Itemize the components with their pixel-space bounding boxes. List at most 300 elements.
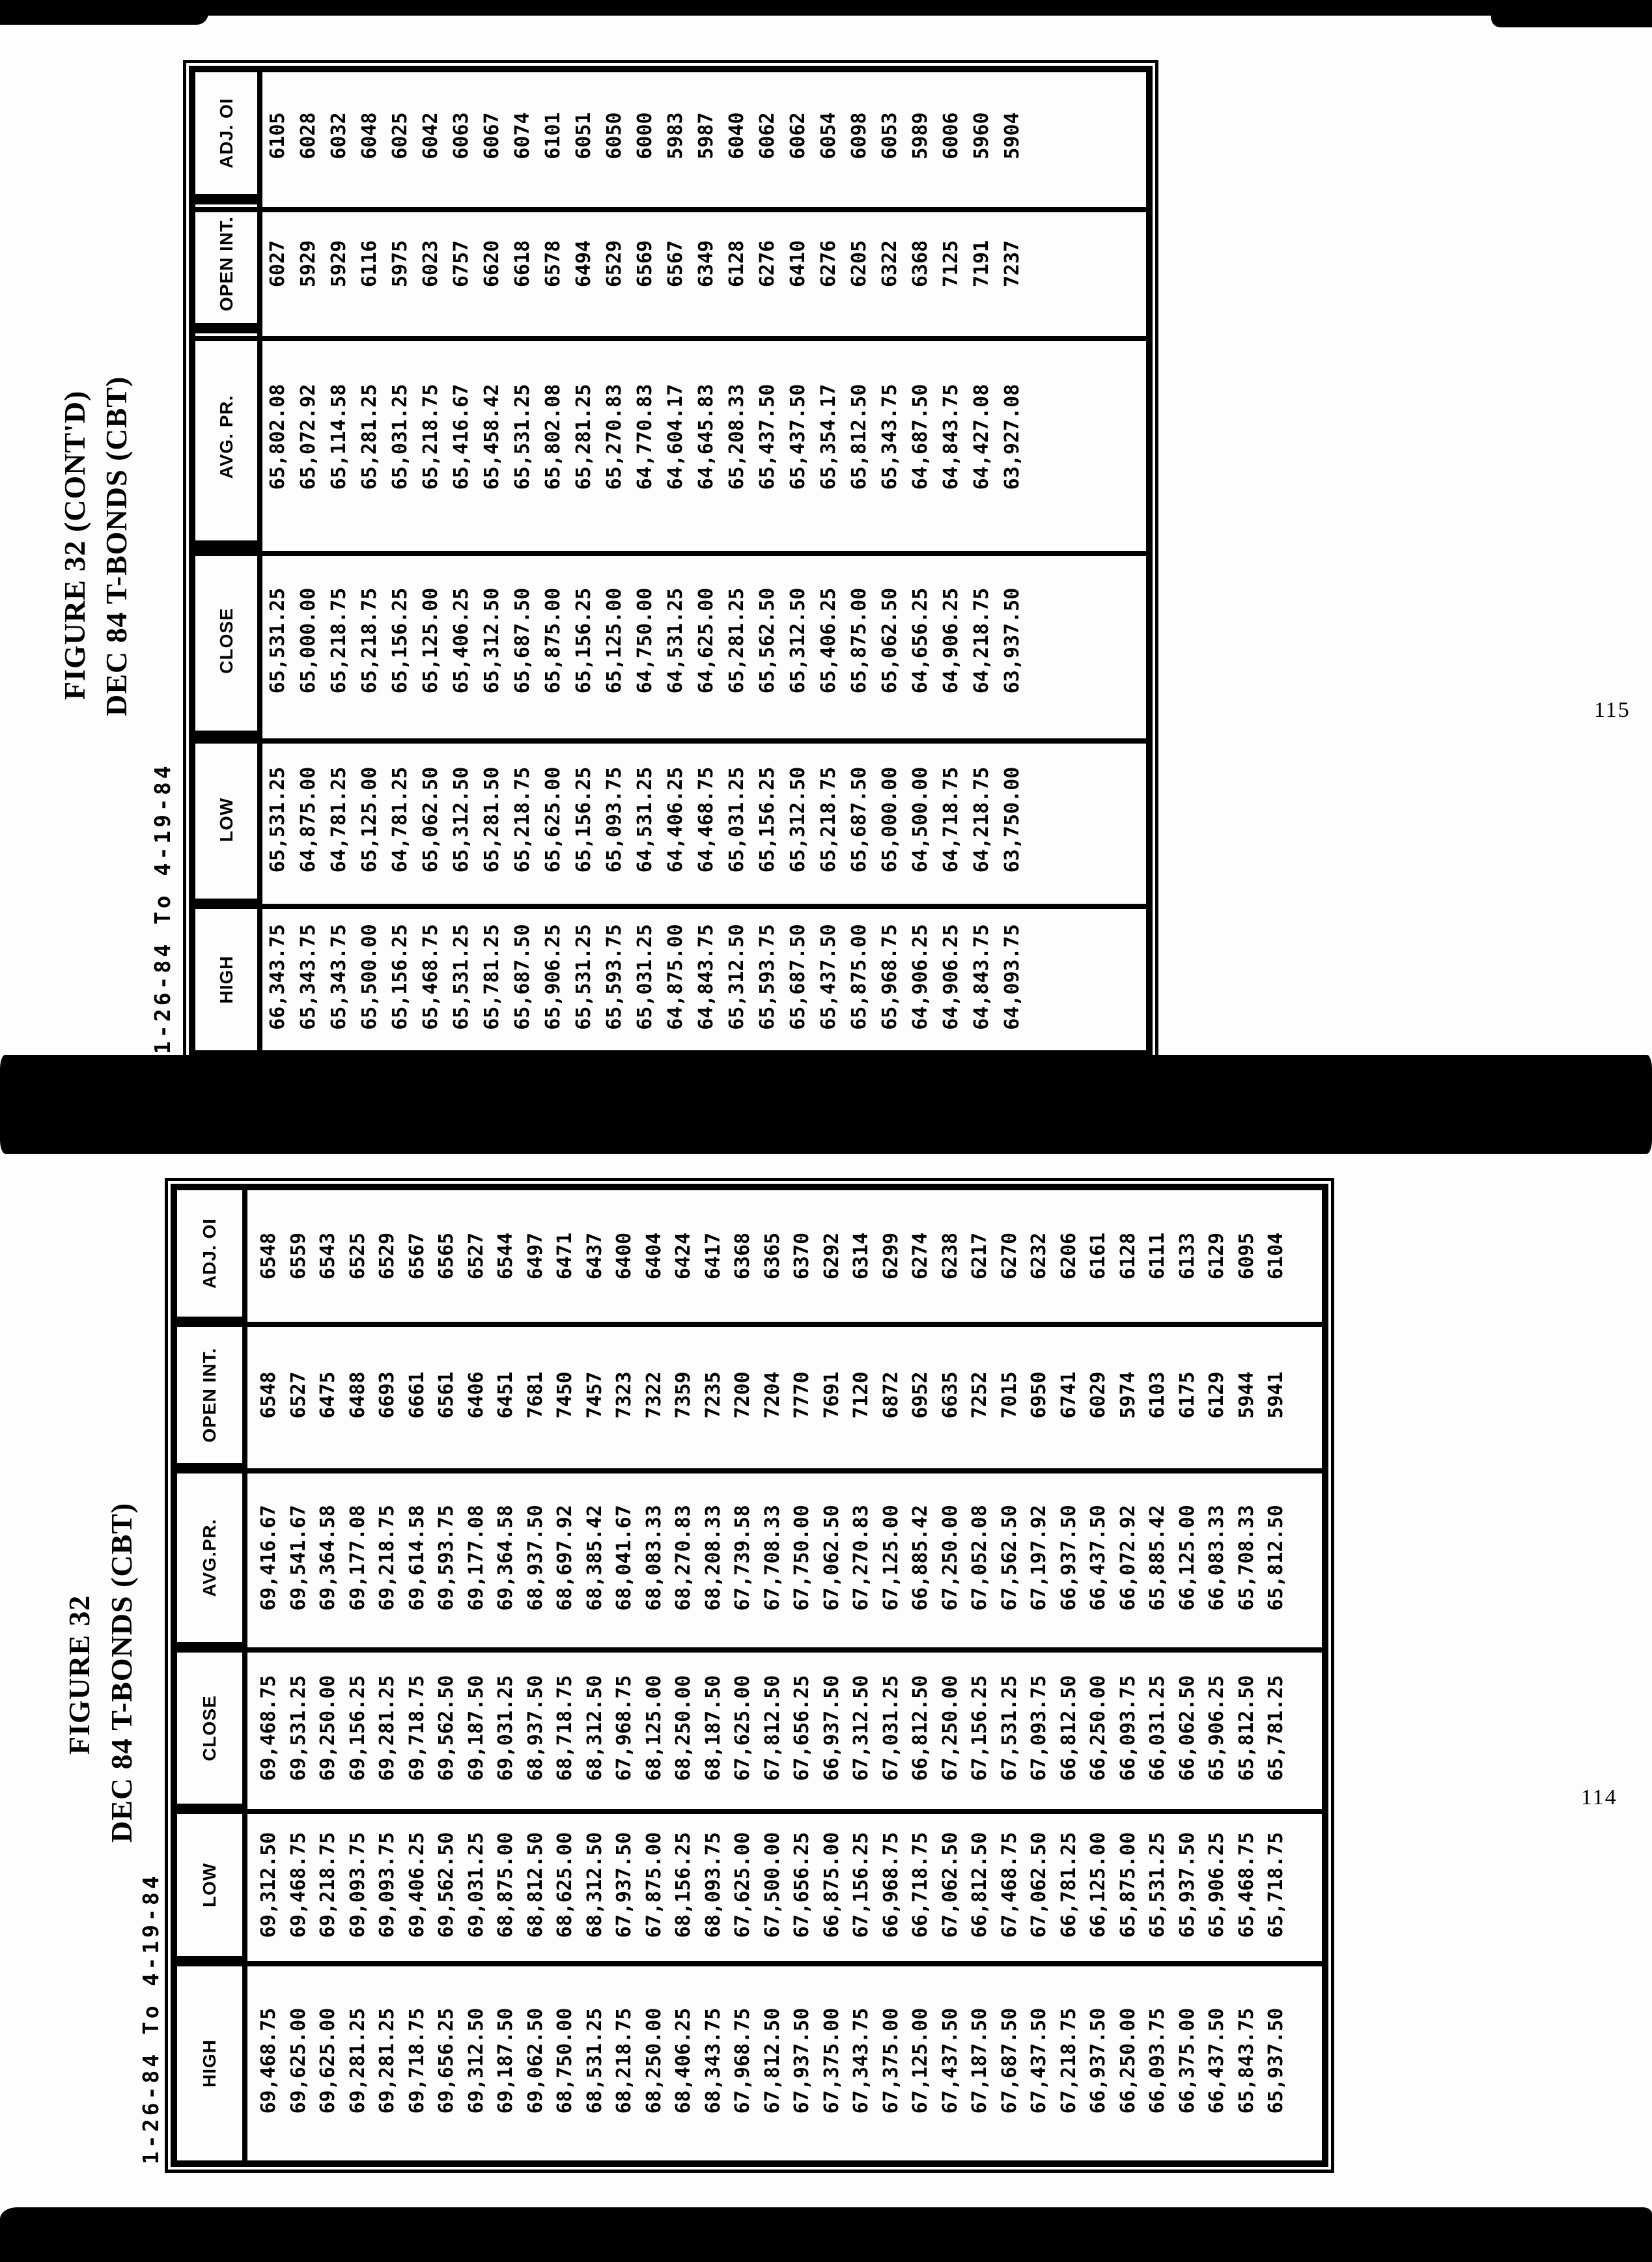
- cell: 5975: [389, 240, 412, 288]
- cell: 65,218.75: [511, 766, 534, 873]
- cell: 68,208.33: [701, 1505, 725, 1611]
- column-header-low: LOW: [177, 1809, 247, 1961]
- cell: 6314: [850, 1232, 873, 1280]
- table-row: [262, 72, 293, 1050]
- cell: 69,218.75: [376, 1505, 399, 1611]
- cell: 66,812.50: [909, 1675, 932, 1781]
- cell: 65,000.00: [297, 587, 320, 694]
- table-row: [787, 1190, 817, 2160]
- cell: 64,843.75: [695, 924, 718, 1030]
- cell: 65,812.50: [1265, 1505, 1288, 1611]
- table-row: [372, 1190, 402, 2160]
- cell: 65,343.75: [878, 384, 901, 490]
- cell: 65,270.83: [603, 384, 626, 490]
- table-row: [691, 72, 721, 1050]
- table-row: [415, 72, 446, 1050]
- cell: 69,187.50: [494, 2007, 518, 2114]
- cell: 69,531.25: [287, 1675, 310, 1781]
- cell: 67,270.83: [850, 1505, 873, 1611]
- table-row: [1054, 1190, 1084, 2160]
- cell: 65,802.08: [542, 384, 565, 490]
- cell: 65,458.42: [481, 384, 503, 490]
- cell: 67,375.00: [820, 2007, 843, 2114]
- cell: 63,927.08: [1001, 384, 1024, 490]
- cell: 68,312.50: [583, 1675, 606, 1781]
- figure-title-line1-p115: FIGURE 32 (CONT'D): [58, 390, 91, 700]
- cell: 6006: [940, 112, 962, 160]
- cell: 63,750.00: [1001, 766, 1024, 873]
- cell: 64,645.83: [695, 384, 718, 490]
- cell: 65,885.42: [1146, 1505, 1169, 1611]
- cell: 5987: [695, 112, 718, 160]
- cell: 6042: [419, 112, 442, 160]
- cell: 68,343.75: [701, 2007, 725, 2114]
- cell: 66,781.25: [1057, 1832, 1080, 1938]
- cell: 68,083.33: [642, 1505, 665, 1611]
- cell: 68,531.25: [583, 2007, 606, 2114]
- table-row: [847, 1190, 876, 2160]
- cell: 67,375.00: [879, 2007, 903, 2114]
- cell: 65,437.50: [817, 924, 840, 1030]
- cell: 65,531.25: [266, 587, 289, 694]
- cell: 69,718.75: [405, 2007, 428, 2114]
- table-row: [1173, 1190, 1203, 2160]
- cell: 6051: [572, 112, 595, 160]
- cell: 7681: [524, 1371, 547, 1419]
- cell: 67,812.50: [761, 2007, 784, 2114]
- cell: 68,218.75: [613, 2007, 636, 2114]
- cell: 6410: [787, 240, 809, 288]
- cell: 66,031.25: [1146, 1675, 1169, 1781]
- table-row: [477, 72, 507, 1050]
- cell: 6693: [376, 1371, 399, 1419]
- cell: 6548: [257, 1232, 281, 1280]
- cell: 6368: [731, 1232, 755, 1280]
- cell: 65,968.75: [878, 924, 901, 1030]
- cell: 7323: [613, 1371, 636, 1419]
- cell: 6565: [435, 1232, 458, 1280]
- cell: 6028: [297, 112, 320, 160]
- table-row: [758, 1190, 788, 2160]
- cell: 69,312.50: [464, 2007, 488, 2114]
- cell: 68,270.83: [672, 1505, 695, 1611]
- cell: 68,187.50: [701, 1675, 725, 1781]
- cell: 6040: [725, 112, 748, 160]
- table-body: [254, 1190, 1291, 2160]
- cell: 6161: [1087, 1232, 1110, 1280]
- cell: 7252: [968, 1371, 992, 1419]
- cell: 6205: [848, 240, 871, 288]
- cell: 6349: [695, 240, 718, 288]
- cell: 66,968.75: [879, 1832, 903, 1938]
- cell: 69,468.75: [287, 1832, 310, 1938]
- cell: 6527: [464, 1232, 488, 1280]
- cell: 6370: [791, 1232, 814, 1280]
- cell: 5941: [1265, 1371, 1288, 1419]
- cell: 65,687.50: [787, 924, 809, 1030]
- cell: 69,031.25: [494, 1675, 518, 1781]
- cell: 68,625.00: [553, 1832, 577, 1938]
- cell: 67,656.25: [791, 1675, 814, 1781]
- cell: 65,125.00: [358, 766, 381, 873]
- table-row: [660, 72, 691, 1050]
- cell: 6023: [419, 240, 442, 288]
- cell: 69,093.75: [376, 1832, 399, 1938]
- scan-edge-top-left: [0, 0, 208, 25]
- page-number-115: 115: [1594, 698, 1631, 722]
- table-row: [324, 72, 354, 1050]
- cell: 65,062.50: [878, 587, 901, 694]
- cell: 64,750.00: [634, 587, 656, 694]
- figure-title-line1-p114: FIGURE 32: [63, 1595, 96, 1755]
- cell: 66,437.50: [1087, 1505, 1110, 1611]
- cell: 65,687.50: [511, 924, 534, 1030]
- cell: 6067: [481, 112, 503, 160]
- cell: 65,593.75: [756, 924, 779, 1030]
- cell: 64,093.75: [1001, 924, 1024, 1030]
- cell: 69,031.25: [464, 1832, 488, 1938]
- cell: 6217: [968, 1232, 992, 1280]
- cell: 64,604.17: [664, 384, 687, 490]
- cell: 6032: [328, 112, 350, 160]
- cell: 6620: [481, 240, 503, 288]
- cell: 64,875.00: [664, 924, 687, 1030]
- cell: 6406: [464, 1371, 488, 1419]
- table-frame: [171, 1184, 1328, 2167]
- cell: 65,531.25: [1146, 1832, 1169, 1938]
- cell: 66,937.50: [1057, 1505, 1080, 1611]
- cell: 65,218.75: [419, 384, 442, 490]
- cell: 65,312.50: [725, 924, 748, 1030]
- cell: 65,281.50: [481, 766, 503, 873]
- cell: 6872: [879, 1371, 903, 1419]
- cell: 67,750.00: [791, 1505, 814, 1611]
- cell: 6400: [613, 1232, 636, 1280]
- cell: 5904: [1001, 112, 1024, 160]
- cell: 66,937.50: [1087, 2007, 1110, 2114]
- cell: 68,406.25: [672, 2007, 695, 2114]
- cell: 65,718.75: [1265, 1832, 1288, 1938]
- cell: 6048: [358, 112, 381, 160]
- table-figure32: [138, 977, 1288, 2168]
- cell: 66,343.75: [266, 924, 289, 1030]
- cell: 6129: [1205, 1371, 1229, 1419]
- page-number-114: 114: [1581, 1785, 1617, 1809]
- cell: 69,177.08: [464, 1505, 488, 1611]
- cell: 66,812.50: [968, 1832, 992, 1938]
- cell: 65,354.17: [817, 384, 840, 490]
- table-row: [699, 1190, 729, 2160]
- cell: 65,500.00: [358, 924, 381, 1030]
- cell: 65,062.50: [419, 766, 442, 873]
- cell: 65,781.25: [481, 924, 503, 1030]
- cell: 68,250.00: [672, 1675, 695, 1781]
- table-row: [507, 72, 538, 1050]
- cell: 6129: [1205, 1232, 1229, 1280]
- cell: 64,781.25: [328, 766, 350, 873]
- cell: 63,937.50: [1001, 587, 1024, 694]
- cell: 65,781.25: [1265, 1675, 1288, 1781]
- cell: 7235: [701, 1371, 725, 1419]
- cell: 6661: [405, 1371, 428, 1419]
- cell: 67,468.75: [998, 1832, 1021, 1938]
- cell: 7450: [553, 1371, 577, 1419]
- cell: 6497: [524, 1232, 547, 1280]
- cell: 6437: [583, 1232, 606, 1280]
- cell: 69,541.67: [287, 1505, 310, 1611]
- cell: 67,708.33: [761, 1505, 784, 1611]
- cell: 67,739.58: [731, 1505, 755, 1611]
- cell: 6000: [634, 112, 656, 160]
- table-row: [284, 1190, 314, 2160]
- cell: 67,156.25: [968, 1675, 992, 1781]
- cell: 64,500.00: [909, 766, 932, 873]
- table-row: [817, 1190, 847, 2160]
- cell: 64,718.75: [940, 766, 962, 873]
- table-row: [844, 72, 875, 1050]
- cell: 64,843.75: [970, 924, 993, 1030]
- cell: 67,125.00: [879, 1505, 903, 1611]
- cell: 69,281.25: [346, 2007, 369, 2114]
- table-row: [313, 1190, 343, 2160]
- table-row: [609, 1190, 639, 2160]
- cell: 5983: [664, 112, 687, 160]
- cell: 65,156.25: [389, 587, 412, 694]
- cell: 64,843.75: [940, 384, 962, 490]
- cell: 6029: [1087, 1371, 1110, 1419]
- cell: 65,031.25: [634, 924, 656, 1030]
- date-range-label-p115: 1-26-84 To 4-19-84: [150, 762, 175, 1054]
- cell: 6322: [878, 240, 901, 288]
- cell: 67,031.25: [879, 1675, 903, 1781]
- cell: 65,875.00: [542, 587, 565, 694]
- cell: 67,156.25: [850, 1832, 873, 1938]
- table-row: [354, 72, 385, 1050]
- cell: 64,531.25: [634, 766, 656, 873]
- table-row: [599, 72, 630, 1050]
- column-header-high: HIGH: [195, 904, 262, 1050]
- cell: 65,468.75: [419, 924, 442, 1030]
- cell: 6543: [316, 1232, 340, 1280]
- cell: 68,875.00: [494, 1832, 518, 1938]
- cell: 6098: [848, 112, 871, 160]
- cell: 7125: [940, 240, 962, 288]
- cell: 68,697.92: [553, 1505, 577, 1611]
- cell: 65,312.50: [450, 766, 473, 873]
- cell: 69,093.75: [346, 1832, 369, 1938]
- cell: 69,562.50: [435, 1675, 458, 1781]
- cell: 6741: [1057, 1371, 1080, 1419]
- cell: 65,687.50: [848, 766, 871, 873]
- cell: 66,250.00: [1087, 1675, 1110, 1781]
- cell: 66,083.33: [1205, 1505, 1229, 1611]
- cell: 6561: [435, 1371, 458, 1419]
- table-row: [1143, 1190, 1173, 2160]
- cell: 6116: [358, 240, 381, 288]
- table-row: [402, 1190, 432, 2160]
- cell: 66,812.50: [1057, 1675, 1080, 1781]
- cell: 65,114.58: [328, 384, 350, 490]
- cell: 65,125.00: [419, 587, 442, 694]
- cell: 68,125.00: [642, 1675, 665, 1781]
- table-row: [936, 1190, 966, 2160]
- table-header-row: [195, 72, 262, 1050]
- cell: 67,250.00: [938, 1505, 962, 1611]
- cell: 5944: [1235, 1371, 1258, 1419]
- cell: 6206: [1057, 1232, 1080, 1280]
- table-row: [905, 72, 936, 1050]
- cell: 67,625.00: [731, 1675, 755, 1781]
- column-header-adj-oi: ADJ. OI: [177, 1190, 247, 1322]
- cell: 64,406.25: [664, 766, 687, 873]
- cell: 65,906.25: [1205, 1832, 1229, 1938]
- cell: 65,218.75: [817, 766, 840, 873]
- cell: 5929: [328, 240, 350, 288]
- cell: 65,708.33: [1235, 1505, 1258, 1611]
- cell: 64,625.00: [695, 587, 718, 694]
- cell: 68,812.50: [524, 1832, 547, 1938]
- cell: 6529: [603, 240, 626, 288]
- cell: 68,312.50: [583, 1832, 606, 1938]
- cell: 7204: [761, 1371, 784, 1419]
- table-row: [813, 72, 844, 1050]
- column-header-open-int-: OPEN INT.: [195, 199, 262, 328]
- cell: 66,437.50: [1205, 2007, 1229, 2114]
- cell: 66,937.50: [820, 1675, 843, 1781]
- cell: 68,937.50: [524, 1505, 547, 1611]
- cell: 7770: [791, 1371, 814, 1419]
- table-row: [550, 1190, 580, 2160]
- cell: 68,750.00: [553, 2007, 577, 2114]
- cell: 6527: [287, 1371, 310, 1419]
- table-row: [721, 72, 752, 1050]
- cell: 65,802.08: [266, 384, 289, 490]
- cell: 67,062.50: [1028, 1832, 1051, 1938]
- cell: 6111: [1146, 1232, 1169, 1280]
- cell: 6105: [266, 112, 289, 160]
- table-row: [580, 1190, 610, 2160]
- cell: 69,562.50: [435, 1832, 458, 1938]
- cell: 66,072.92: [1116, 1505, 1140, 1611]
- column-header-close: CLOSE: [195, 546, 262, 736]
- cell: 6238: [938, 1232, 962, 1280]
- cell: 66,125.00: [1175, 1505, 1199, 1611]
- cell: 67,197.92: [1028, 1505, 1051, 1611]
- cell: 6475: [316, 1371, 340, 1419]
- cell: 66,093.75: [1146, 2007, 1169, 2114]
- cell: 6062: [787, 112, 809, 160]
- cell: 69,718.75: [405, 1675, 428, 1781]
- table-row: [568, 72, 599, 1050]
- cell: 6424: [672, 1232, 695, 1280]
- cell: 69,312.50: [257, 1832, 281, 1938]
- cell: 6274: [909, 1232, 932, 1280]
- cell: 64,687.50: [909, 384, 932, 490]
- cell: 67,125.00: [909, 2007, 932, 2114]
- table-figure32-contd: [150, 52, 1146, 1058]
- cell: 6175: [1175, 1371, 1199, 1419]
- cell: 67,093.75: [1028, 1675, 1051, 1781]
- cell: 65,312.50: [481, 587, 503, 694]
- cell: 64,656.25: [909, 587, 932, 694]
- table-row: [293, 72, 324, 1050]
- table-row: [965, 1190, 995, 2160]
- cell: 65,218.75: [358, 587, 381, 694]
- cell: 69,187.50: [464, 1675, 488, 1781]
- table-frame: [189, 66, 1153, 1057]
- table-row: [462, 1190, 492, 2160]
- cell: 64,770.83: [634, 384, 656, 490]
- cell: 65,937.50: [1265, 2007, 1288, 2114]
- column-header-avg-pr-: AVG.PR.: [177, 1468, 247, 1647]
- table-row: [997, 72, 1028, 1050]
- cell: 6054: [817, 112, 840, 160]
- cell: 64,218.75: [970, 587, 993, 694]
- cell: 67,968.75: [731, 2007, 755, 2114]
- cell: 6471: [553, 1232, 577, 1280]
- cell: 67,062.50: [938, 1832, 962, 1938]
- table-row: [728, 1190, 758, 2160]
- cell: 65,875.00: [1116, 1832, 1140, 1938]
- cell: 69,656.25: [435, 2007, 458, 2114]
- cell: 68,250.00: [642, 2007, 665, 2114]
- cell: 65,093.75: [603, 766, 626, 873]
- cell: 68,937.50: [524, 1675, 547, 1781]
- cell: 65,812.50: [1235, 1675, 1258, 1781]
- table-row: [1084, 1190, 1113, 2160]
- cell: 6567: [664, 240, 687, 288]
- table-row: [783, 72, 813, 1050]
- cell: 7359: [672, 1371, 695, 1419]
- table-row: [385, 72, 415, 1050]
- table-row: [254, 1190, 284, 2160]
- cell: 65,343.75: [297, 924, 320, 1030]
- cell: 69,406.25: [405, 1832, 428, 1938]
- table-row: [432, 1190, 462, 2160]
- cell: 6544: [494, 1232, 518, 1280]
- cell: 66,718.75: [909, 1832, 932, 1938]
- cell: 7200: [731, 1371, 755, 1419]
- table-row: [538, 72, 568, 1050]
- cell: 6635: [938, 1371, 962, 1419]
- cell: 68,041.67: [613, 1505, 636, 1611]
- cell: 66,125.00: [1087, 1832, 1110, 1938]
- table-body: [262, 72, 1028, 1050]
- cell: 65,156.25: [572, 766, 595, 873]
- cell: 5989: [909, 112, 932, 160]
- cell: 64,468.75: [695, 766, 718, 873]
- table-row: [669, 1190, 699, 2160]
- cell: 65,343.75: [328, 924, 350, 1030]
- table-row: [966, 72, 997, 1050]
- cell: 65,156.25: [572, 587, 595, 694]
- cell: 69,364.58: [494, 1505, 518, 1611]
- cell: 6128: [725, 240, 748, 288]
- cell: 6757: [450, 240, 473, 288]
- cell: 69,625.00: [316, 2007, 340, 2114]
- cell: 69,416.67: [257, 1505, 281, 1611]
- cell: 6525: [346, 1232, 369, 1280]
- cell: 6368: [909, 240, 932, 288]
- table-header-row: [177, 1190, 247, 2160]
- table-row: [491, 1190, 521, 2160]
- cell: 65,218.75: [328, 587, 350, 694]
- cell: 67,656.25: [791, 1832, 814, 1938]
- cell: 67,437.50: [1028, 2007, 1051, 2114]
- cell: 65,156.25: [756, 766, 779, 873]
- column-header-open-int-: OPEN INT.: [177, 1322, 247, 1468]
- cell: 65,312.50: [787, 766, 809, 873]
